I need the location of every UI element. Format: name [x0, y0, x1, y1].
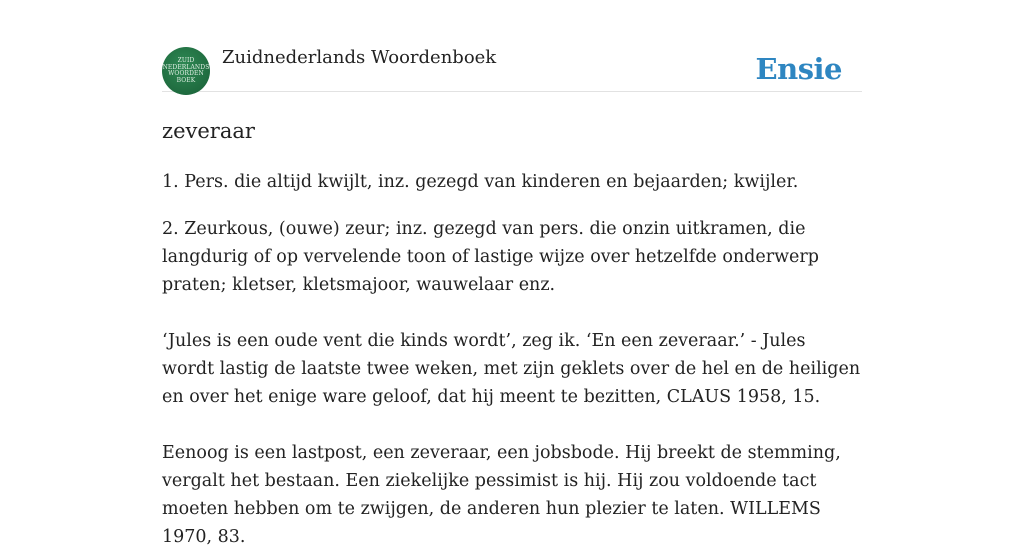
ensie-brand-logo[interactable]: Ensie: [755, 52, 842, 86]
header: [162, 0, 862, 92]
logo-text-line: WOORDEN: [168, 70, 204, 77]
logo-text-line: BOEK: [176, 76, 196, 84]
definition-1: 1. Pers. die altijd kwijlt, inz. gezegd van kinderen en bejaarden; kwijler.: [162, 172, 799, 192]
entry-content: [162, 168, 862, 551]
entry-headword: zeveraar: [162, 119, 255, 143]
definition-2: 2. Zeurkous, (ouwe) zeur; inz. gezegd van pers. die onzin uitkramen, die langdurig of op vervelende toon of lastige wijze over hetzelfde onderwerp praten; kletser, kletsmajoor, wauwelaar enz.: [162, 219, 819, 295]
quotation-2: Eenoog is een lastpost, een zeveraar, een jobsbode. Hij breekt de stemming, vergalt het bestaan. Een ziekelijke pessimist is hij. Hij zou voldoende tact moeten hebben om te zwijgen, de anderen hun plezier te laten. WILLEMS 1970, 83.: [162, 443, 841, 547]
quotation-1: ‘Jules is een oude vent die kinds wordt’, zeg ik. ‘En een zeveraar.’ - Jules wordt lastig de laatste twee weken, met zijn geklets over de hel en de heiligen en over het enige ware geloof, dat hij meent te bezitten, CLAUS 1958, 15.: [162, 331, 861, 407]
logo-text-line: ZUID: [177, 57, 195, 64]
page: [162, 0, 862, 547]
logo-text-line: NEDERLANDS: [162, 63, 210, 71]
dictionary-logo[interactable]: [162, 47, 210, 95]
dictionary-title-link[interactable]: Zuidnederlands Woordenboek: [222, 47, 497, 68]
